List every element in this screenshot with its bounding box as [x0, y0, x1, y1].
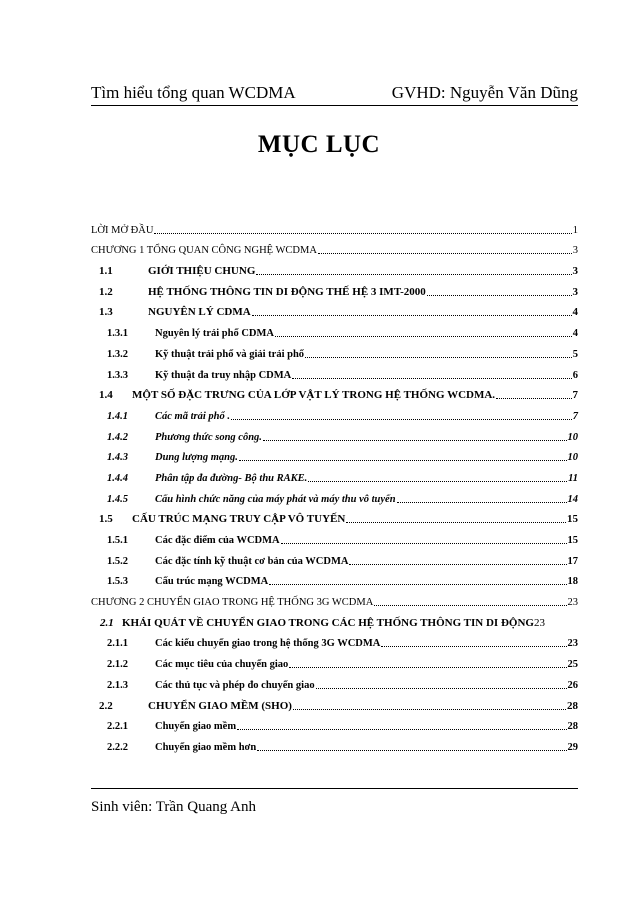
toc-entry-text: Nguyên lý trải phổ CDMA	[155, 328, 275, 340]
toc-page-number: 18	[567, 576, 578, 588]
toc-entry-number: 2.2	[99, 699, 113, 712]
toc-leader-dots	[292, 365, 572, 379]
toc-entry[interactable]	[91, 671, 578, 692]
toc-entry[interactable]	[91, 485, 578, 506]
toc-entry[interactable]	[91, 402, 578, 423]
toc-entry-text: Chuyển giao mềm	[155, 721, 237, 733]
toc-leader-dots	[316, 675, 567, 689]
toc-leader-dots	[275, 323, 572, 337]
toc-entry-text: Phân tập đa đường- Bộ thu RAKE.	[155, 472, 308, 484]
toc-entry-text: Các thủ tục và phép đo chuyển giao	[155, 679, 315, 691]
toc-page-number: 15	[567, 535, 578, 546]
toc-page-number: 3	[572, 265, 578, 278]
toc-page-number: 29	[567, 741, 578, 753]
toc-entry-number: 2.2.1	[107, 721, 128, 733]
toc-entry[interactable]	[91, 423, 578, 444]
toc-entry[interactable]	[91, 299, 578, 320]
toc-entry[interactable]	[91, 733, 578, 754]
toc-page-number: 5	[572, 348, 578, 360]
toc-page-number: 4	[572, 328, 578, 340]
toc-page-number: 25	[567, 659, 578, 671]
toc-page-number: 7	[572, 410, 578, 422]
toc-leader-dots	[318, 240, 572, 254]
toc-page-number: 26	[567, 679, 578, 691]
toc-entry-number: 2.1.1	[107, 638, 128, 650]
toc-entry-text: LỜI MỞ ĐẦU	[91, 224, 154, 236]
toc-entry-number: 1.4.4	[107, 472, 128, 484]
toc-page-number: 23	[533, 616, 545, 629]
header-left-title: Tìm hiểu tổng quan WCDMA	[91, 83, 296, 102]
toc-entry-number: 1.4.3	[107, 452, 128, 464]
toc-entry-number: 2.1.3	[107, 679, 128, 691]
table-of-contents	[91, 216, 578, 754]
toc-entry-text: Kỹ thuật trải phổ và giải trải phổ	[155, 348, 305, 360]
page-footer	[91, 788, 578, 816]
toc-page-number: 3	[572, 245, 578, 257]
toc-leader-dots	[257, 737, 566, 751]
toc-entry[interactable]	[91, 361, 578, 382]
toc-leader-dots	[289, 654, 566, 668]
toc-leader-dots	[256, 261, 571, 275]
toc-entry-text: NGUYÊN LÝ CDMA	[148, 306, 251, 319]
toc-page-number: 11	[568, 472, 578, 484]
toc-entry[interactable]	[91, 464, 578, 485]
toc-page-number: 1	[572, 224, 578, 236]
toc-page-number: 23	[567, 597, 578, 609]
toc-page-number: 14	[567, 493, 578, 505]
toc-entry[interactable]	[91, 526, 578, 547]
toc-entry-text: HỆ THỐNG THÔNG TIN DI ĐỘNG THẾ HỆ 3 IMT-2000	[148, 285, 426, 298]
toc-entry-number: 1.5.3	[107, 576, 128, 588]
toc-page-number: 4	[572, 306, 578, 319]
toc-entry-text: Cấu trúc mạng WCDMA	[155, 576, 269, 588]
footer-student-name: Sinh viên: Trần Quang Anh	[91, 799, 257, 815]
page-header	[91, 78, 578, 106]
toc-entry-text: CHƯƠNG 1 TỔNG QUAN CÔNG NGHỆ WCDMA	[91, 245, 317, 257]
toc-leader-dots	[263, 427, 567, 441]
toc-entry-number: 1.1	[99, 265, 113, 278]
toc-entry-text: CHUYỂN GIAO MỀM (SHO)	[148, 699, 292, 712]
header-right-advisor: GVHD: Nguyễn Văn Dũng	[391, 83, 578, 102]
toc-leader-dots	[269, 571, 566, 585]
toc-entry[interactable]	[91, 506, 578, 527]
toc-page-number: 28	[567, 721, 578, 733]
toc-leader-dots	[231, 406, 572, 420]
toc-page-number: 17	[567, 555, 578, 567]
toc-entry[interactable]	[91, 444, 578, 465]
toc-entry-number: 1.3	[99, 306, 113, 319]
toc-page-number: 3	[572, 285, 578, 298]
toc-leader-dots	[427, 282, 572, 296]
toc-entry-number: 1.3.3	[107, 369, 128, 381]
toc-entry[interactable]	[91, 547, 578, 568]
toc-entry-number: 1.4	[99, 389, 113, 402]
toc-leader-dots	[154, 220, 571, 234]
toc-entry-number: 1.4.5	[107, 493, 128, 505]
toc-page-number: 23	[567, 638, 578, 650]
toc-entry-number: 1.4.2	[107, 431, 128, 443]
toc-entry[interactable]	[91, 713, 578, 734]
toc-leader-dots	[281, 530, 567, 544]
toc-entry[interactable]	[91, 340, 578, 361]
toc-leader-dots	[239, 447, 567, 461]
toc-entry[interactable]	[91, 692, 578, 713]
toc-entry-text: Các mã trải phổ .	[155, 410, 230, 422]
toc-leader-dots	[252, 302, 572, 316]
toc-leader-dots	[397, 489, 567, 503]
toc-entry-number: 2.2.2	[107, 741, 128, 753]
toc-page-number: 10	[567, 431, 578, 443]
toc-entry[interactable]	[91, 237, 578, 258]
toc-leader-dots	[374, 592, 566, 606]
toc-entry-text: MỘT SỐ ĐẶC TRƯNG CỦA LỚP VẬT LÝ TRONG HỆ THỐNG WCDMA.	[132, 389, 496, 402]
toc-entry-number: 1.5.1	[107, 535, 128, 546]
toc-entry-text: CHƯƠNG 2 CHUYỂN GIAO TRONG HỆ THỐNG 3G WCDMA	[91, 597, 374, 609]
toc-entry-number: 1.5	[99, 513, 113, 526]
toc-entry[interactable]	[91, 588, 578, 609]
toc-leader-dots	[308, 468, 567, 482]
toc-leader-dots	[349, 551, 566, 565]
toc-leader-dots	[381, 633, 566, 647]
toc-entry-number: 2.1.2	[107, 659, 128, 671]
toc-entry-text: GIỚI THIỆU CHUNG	[148, 265, 256, 278]
toc-entry-text: Kỹ thuật đa truy nhập CDMA	[155, 369, 292, 381]
toc-entry-number: 1.2	[99, 285, 113, 298]
toc-entry-text: Các đặc điểm của WCDMA	[155, 535, 280, 546]
toc-entry[interactable]	[91, 278, 578, 299]
toc-entry-text: Các mục tiêu của chuyển giao	[155, 659, 289, 671]
toc-entry[interactable]	[91, 609, 578, 630]
toc-page-number: 7	[572, 389, 578, 402]
page-title: MỤC LỤC	[257, 131, 381, 158]
toc-leader-dots	[346, 509, 566, 523]
toc-leader-dots	[293, 696, 566, 710]
toc-leader-dots	[237, 716, 566, 730]
toc-entry-number: 2.1	[100, 616, 114, 629]
toc-entry-number: 1.3.2	[107, 348, 128, 360]
toc-page-number: 10	[567, 452, 578, 464]
toc-entry[interactable]	[91, 257, 578, 278]
toc-entry[interactable]	[91, 216, 578, 237]
toc-leader-dots	[496, 385, 571, 399]
toc-entry-text: CẤU TRÚC MẠNG TRUY CẬP VÔ TUYẾN	[132, 513, 346, 526]
toc-page-number: 6	[572, 369, 578, 381]
toc-entry-text: Các đặc tính kỹ thuật cơ bản của WCDMA	[155, 555, 349, 567]
toc-leader-dots	[305, 344, 572, 358]
toc-entry[interactable]	[91, 650, 578, 671]
toc-entry-text: Cấu hình chức năng của máy phát và máy thu vô tuyến	[155, 493, 396, 505]
toc-entry-text: Phương thức song công.	[155, 431, 262, 443]
toc-entry-text: Dung lượng mạng.	[155, 452, 238, 464]
toc-entry-text: KHÁI QUÁT VỀ CHUYỂN GIAO TRONG CÁC HỆ THỐNG THÔNG TIN DI ĐỘNG	[122, 616, 534, 629]
toc-entry-text: Chuyển giao mềm hơn	[155, 741, 257, 753]
toc-entry-number: 1.3.1	[107, 328, 128, 340]
toc-entry-number: 1.5.2	[107, 555, 128, 567]
toc-entry[interactable]	[91, 568, 578, 589]
toc-entry[interactable]	[91, 630, 578, 651]
toc-page-number: 28	[567, 699, 578, 712]
toc-entry[interactable]	[91, 319, 578, 340]
toc-entry-number: 1.4.1	[107, 410, 128, 422]
toc-entry-text: Các kiểu chuyển giao trong hệ thống 3G WCDMA	[155, 638, 381, 650]
toc-entry[interactable]	[91, 382, 578, 403]
toc-page-number: 15	[567, 513, 578, 526]
